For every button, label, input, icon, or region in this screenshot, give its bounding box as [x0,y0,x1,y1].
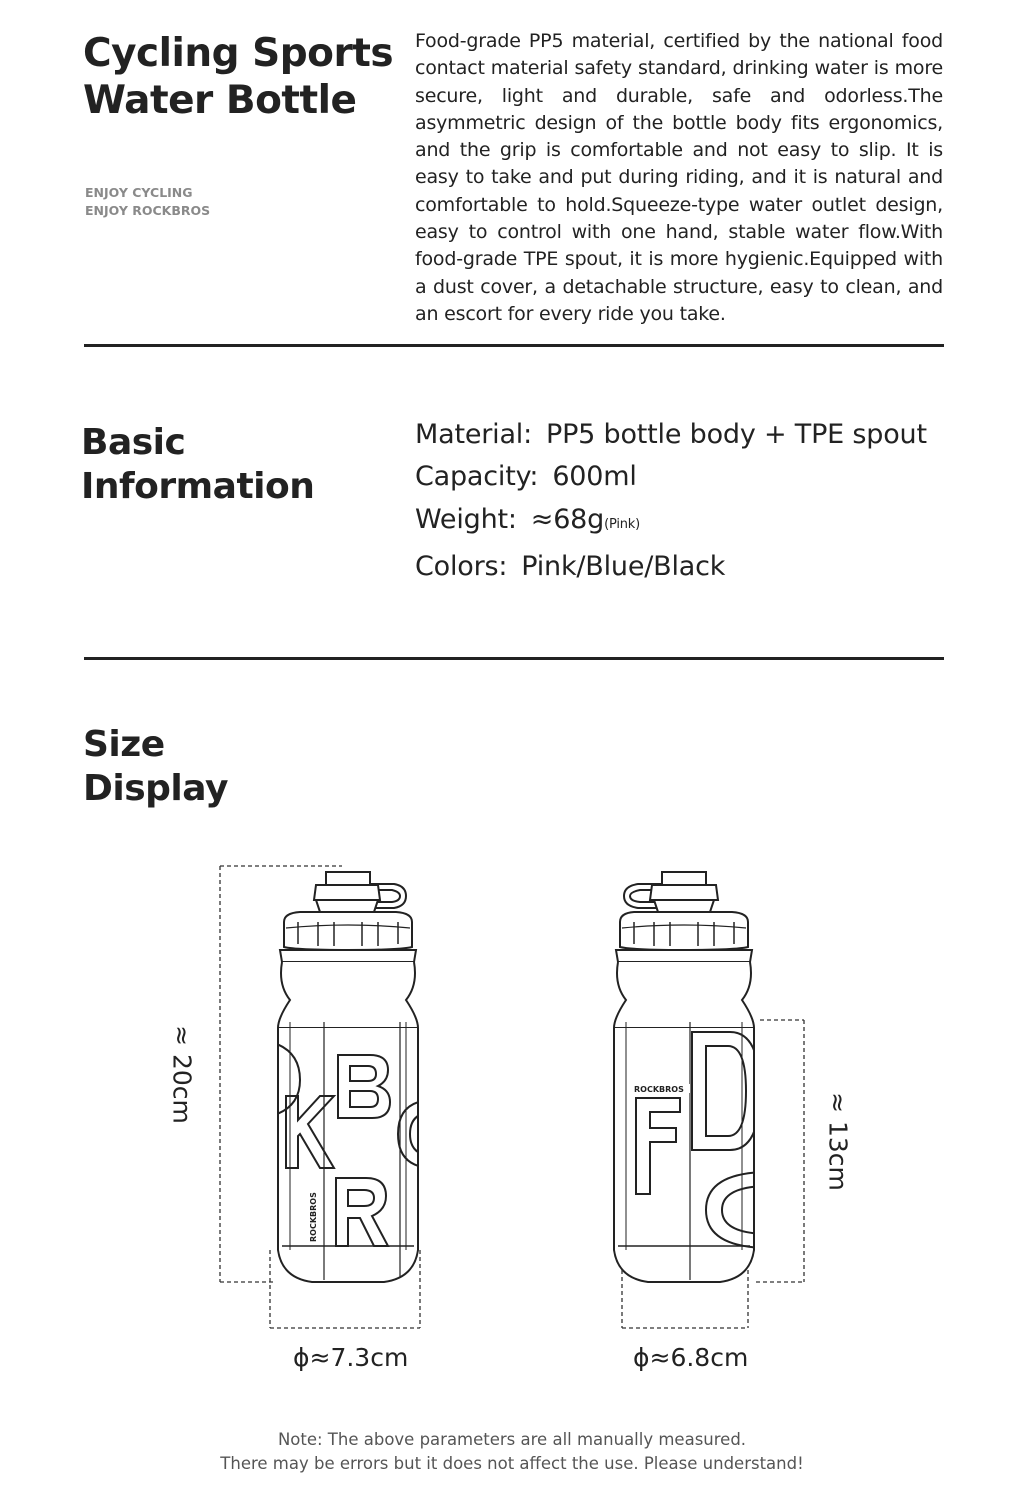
section-divider [84,344,944,347]
basic-info-title [81,421,314,509]
product-description: Food-grade PP5 material, certified by the national food contact material safety standard, drinking water is more secure, light and durable, safe and odorless.The asymmetric design of the bottle body fits ergonomics, and the grip is comfortable and not easy to slip. It is easy to take and put during riding, and it is natural and comfortable to hold.Squeeze-type water outlet design, easy to control with one hand, stable water flow.With food-grade TPE spout, it is more hygienic.Equipped with a dust cover, a detachable structure, easy to clean, and an escort for every ride you take. [415,30,943,325]
spec-capacity-value: 600ml [552,461,637,493]
product-title-line1: Cycling Sports [83,31,394,76]
right-height-label: ≈ 13cm [823,1092,853,1191]
spec-weight-note: (Pink) [604,516,640,532]
spec-capacity-label: Capacity: [415,461,539,493]
left-diameter-label: ϕ≈7.3cm [293,1343,409,1372]
spec-colors-value: Pink/Blue/Black [521,550,726,582]
spec-colors [415,546,927,588]
left-height-label: ≈ 20cm [167,1025,197,1124]
spec-list [415,414,927,588]
basic-info-title-line2: Information [81,466,315,507]
spec-weight [415,499,927,546]
bottle-drawings [0,850,1024,1390]
right-brand-text: ROCKBROS [634,1085,684,1094]
spec-weight-label: Weight: [415,503,517,535]
product-title-line2: Water Bottle [83,78,357,123]
spec-colors-label: Colors: [415,550,508,582]
spec-material [415,414,927,456]
spec-capacity [415,456,927,498]
section-divider [84,657,944,660]
right-bottle-illustration [614,872,770,1282]
spec-weight-value: ≈68g [530,503,605,535]
basic-info-title-line1: Basic [81,422,186,463]
left-brand-text: ROCKBROS [309,1192,318,1242]
brand-tagline [85,184,210,220]
tagline-line2: ENJOY ROCKBROS [85,203,211,218]
size-display-title-line2: Display [83,768,228,809]
measurement-note [0,1428,1024,1476]
note-line2: There may be errors but it does not affect the use. Please understand! [220,1454,804,1473]
size-display-title-line1: Size [83,724,165,765]
tagline-line1: ENJOY CYCLING [85,185,193,200]
product-title [83,30,393,124]
right-diameter-label: ϕ≈6.8cm [633,1343,749,1372]
size-diagram [0,850,1024,1390]
spec-material-label: Material: [415,419,532,450]
spec-material-value: PP5 bottle body + TPE spout [545,419,927,450]
size-display-title [83,723,228,811]
left-bottle-illustration [262,872,434,1282]
note-line1: Note: The above parameters are all manually measured. [277,1430,747,1449]
